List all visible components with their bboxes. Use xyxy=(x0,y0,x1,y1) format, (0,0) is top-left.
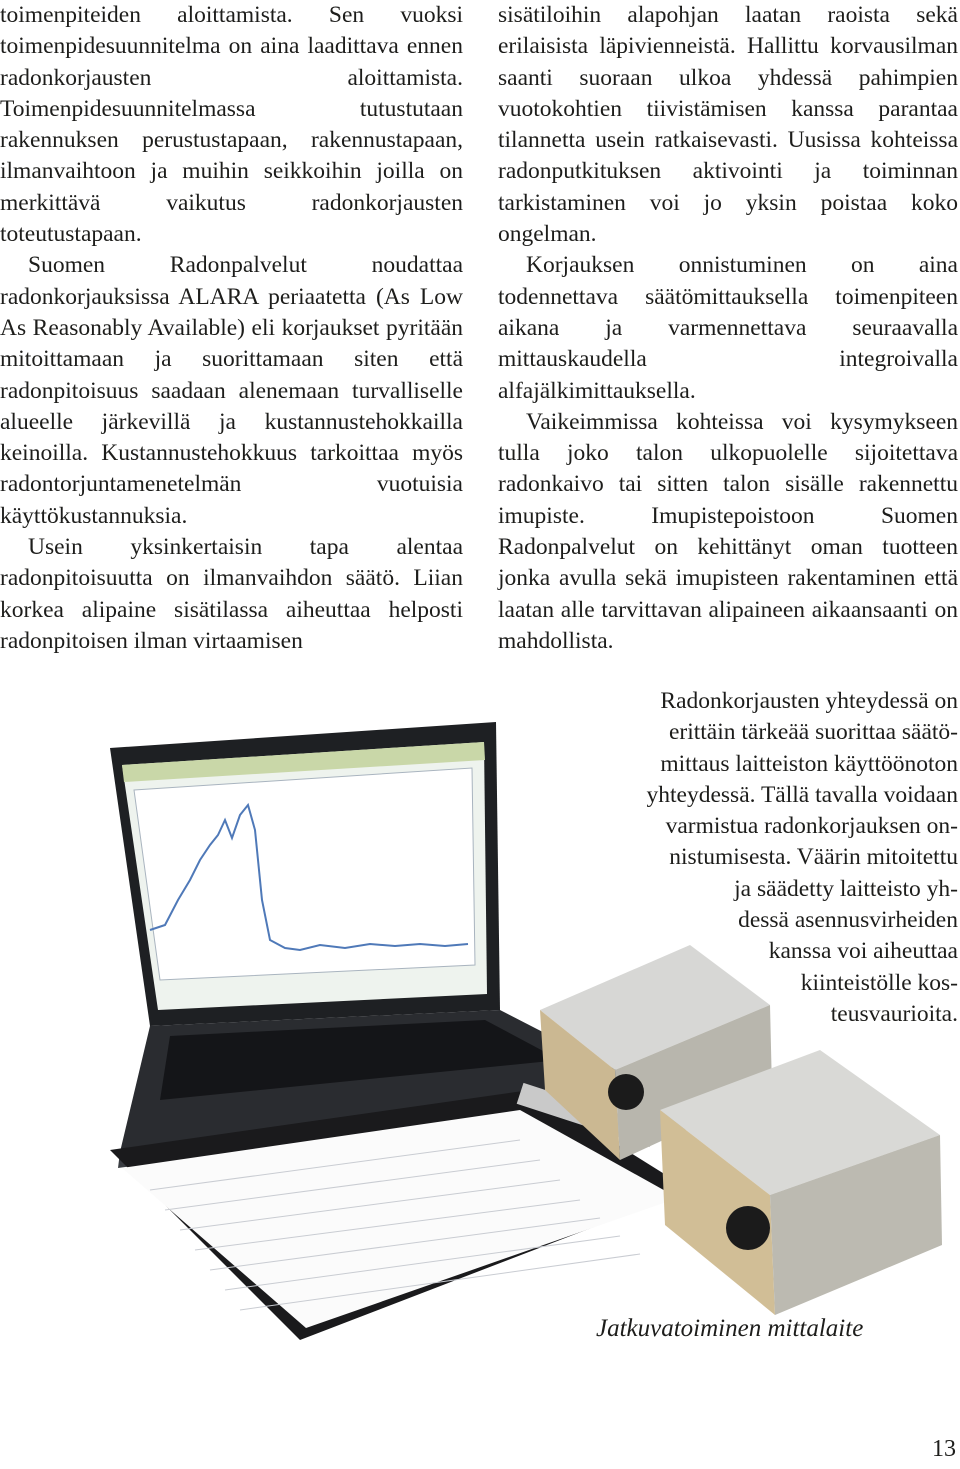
device-2-sensor xyxy=(726,1206,770,1250)
text-line: nistumisesta. Väärin mitoitettu xyxy=(669,844,958,871)
text-line: Radonkorjausten yhteydessä on xyxy=(660,688,958,714)
text-line: dessä asennusvirheiden xyxy=(738,907,958,934)
text-line: teusvaurioita. xyxy=(830,1000,958,1027)
paragraph: toimenpiteiden aloittamista. Sen vuoksi toimenpidesuunnitelma on aina laadittava ennen radonkorjausten aloittamista. Toimenpidesuunnitelmassa tutustutaan rakennuksen perustustapaan, rakennustapaan, ilmanvaihtoon ja muihin seikkoihin joilla on merkittävä vaikutus radonkorjausten toteutustapaan. xyxy=(0,2,463,248)
paragraph: Vaikeimmissa kohteissa voi kysymykseen tulla joko talon ulkopuolelle sijoitettava radonkaivo tai sitten talon sisälle rakennettu imupiste. Imupistepoistoon Suomen Radonpalvelut on kehittänyt oman tuotteen jonka avulla sekä imupisteen rakentaminen että laatan alle tarvittavan alipaineen aikaansaanti on mahdollista. xyxy=(498,408,958,654)
text-line: erittäin tärkeää suorittaa säätö- xyxy=(668,719,958,746)
figure-caption: Jatkuvatoiminen mittalaite xyxy=(596,1315,864,1342)
text-line: kiinteistölle kos- xyxy=(800,969,958,996)
right-text-column xyxy=(498,0,958,657)
page-number: 13 xyxy=(932,1436,956,1462)
paragraph: Korjauksen onnistuminen on aina todennettava säätömittauksella toimenpiteen aikana ja varmennettava seuraavalla mittauskaudella integroivalla alfajälkimittauksella. xyxy=(498,252,958,404)
left-text-column xyxy=(0,0,463,657)
text-line: mittaus laitteiston käyttöönoton xyxy=(660,750,958,777)
paragraph: sisätiloihin alapohjan laatan raoista sekä erilaisista läpivienneistä. Hallittu korvausilman saanti suoraan ulkoa yhdessä pahimpien vuotokohtien tiivistämisen kanssa parantaa tilannetta usein ratkaisevasti. Uusissa kohteissa radonputkituksen aktivointi ja toiminnan tarkistaminen voi jo yksin poistaa koko ongelman. xyxy=(498,2,958,248)
device-1-sensor xyxy=(608,1074,644,1110)
text-line: yhteydessä. Tällä tavalla voidaan xyxy=(646,781,958,808)
wrapped-text-block xyxy=(498,686,958,1030)
text-line: varmistua radonkorjauksen on- xyxy=(665,813,958,840)
text-line: kanssa voi aiheuttaa xyxy=(768,938,958,965)
paragraph: Suomen Radonpalvelut noudattaa radonkorjauksissa ALARA periaatetta (As Low As Reasonably Available) eli korjaukset pyritään mitoittamaan ja suorittamaan siten että radonpitoisuus saadaan alenemaan turvalliselle alueelle järkevillä ja kustannustehokkailla keinoilla. Kustannustehokkuus tarkoittaa myös radontorjuntamenetelmän vuotuisia käyttökustannuksia. xyxy=(0,252,463,529)
paragraph: Usein yksinkertaisin tapa alentaa radonpitoisuutta on ilmanvaihdon säätö. Liian korkea alipaine sisätilassa aiheuttaa helposti radonpitoisen ilman virtaamisen xyxy=(0,534,463,654)
text-line: ja säädetty laitteisto yh- xyxy=(734,875,958,902)
